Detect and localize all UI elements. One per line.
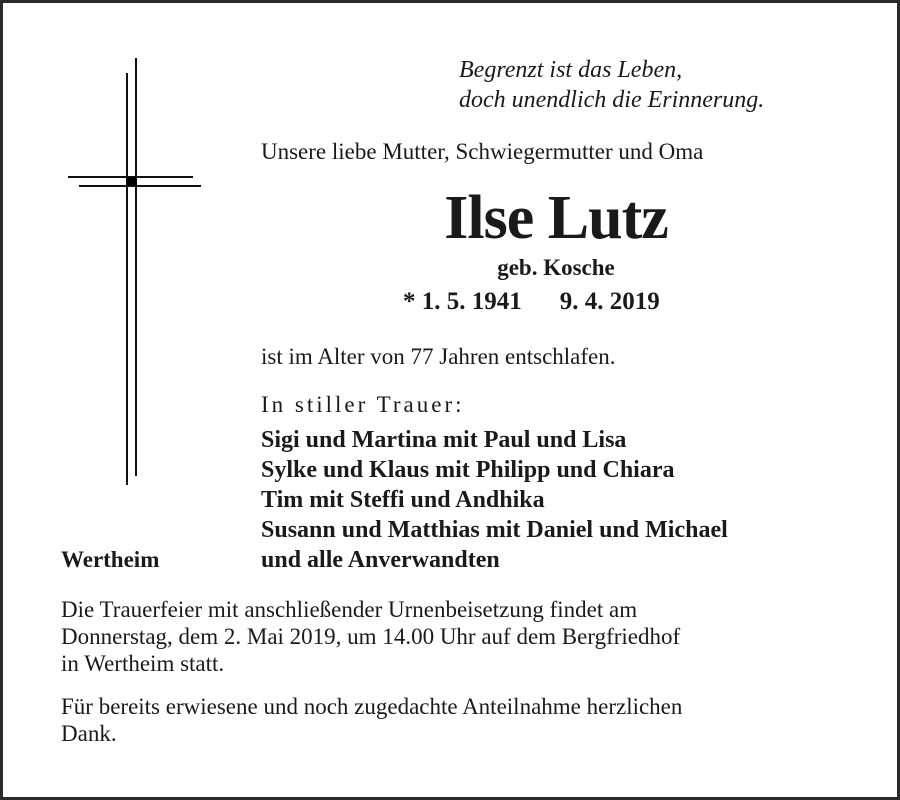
mourners-list: [261, 425, 728, 575]
cross-icon: [63, 58, 208, 493]
intro-text: Unsere liebe Mutter, Schwiegermutter und Oma: [261, 139, 704, 164]
list-item: Sigi und Martina mit Paul und Lisa: [261, 427, 627, 453]
motto-line: doch unendlich die Erinnerung.: [459, 87, 765, 113]
place-name: Wertheim: [61, 547, 160, 572]
mourning-heading: In stiller Trauer:: [261, 392, 465, 417]
funeral-line: Donnerstag, dem 2. Mai 2019, um 14.00 Uhr auf dem Bergfriedhof: [61, 624, 681, 649]
thanks-line: Für bereits erwiesene und noch zugedachte Anteilnahme herzlichen: [61, 694, 683, 719]
list-item: Susann und Matthias mit Daniel und Michael: [261, 517, 728, 543]
motto-quote: [459, 55, 764, 115]
list-item: und alle Anverwandten: [261, 547, 500, 573]
list-item: Tim mit Steffi und Andhika: [261, 487, 545, 513]
passed-text: ist im Alter von 77 Jahren entschlafen.: [261, 344, 616, 369]
maiden-name: geb. Kosche: [497, 255, 615, 280]
thanks-text: [61, 693, 847, 747]
funeral-info: [61, 596, 847, 677]
deceased-name: Ilse Lutz: [444, 184, 668, 252]
funeral-line: in Wertheim statt.: [61, 651, 225, 676]
motto-line: Begrenzt ist das Leben,: [459, 57, 683, 83]
funeral-line: Die Trauerfeier mit anschließender Urnenbeisetzung findet am: [61, 597, 638, 622]
list-item: Sylke und Klaus mit Philipp und Chiara: [261, 457, 675, 483]
thanks-line: Dank.: [61, 721, 117, 746]
birth-date: * 1. 5. 1941: [403, 288, 522, 315]
death-date: 9. 4. 2019: [559, 288, 660, 315]
life-dates: [403, 288, 660, 316]
